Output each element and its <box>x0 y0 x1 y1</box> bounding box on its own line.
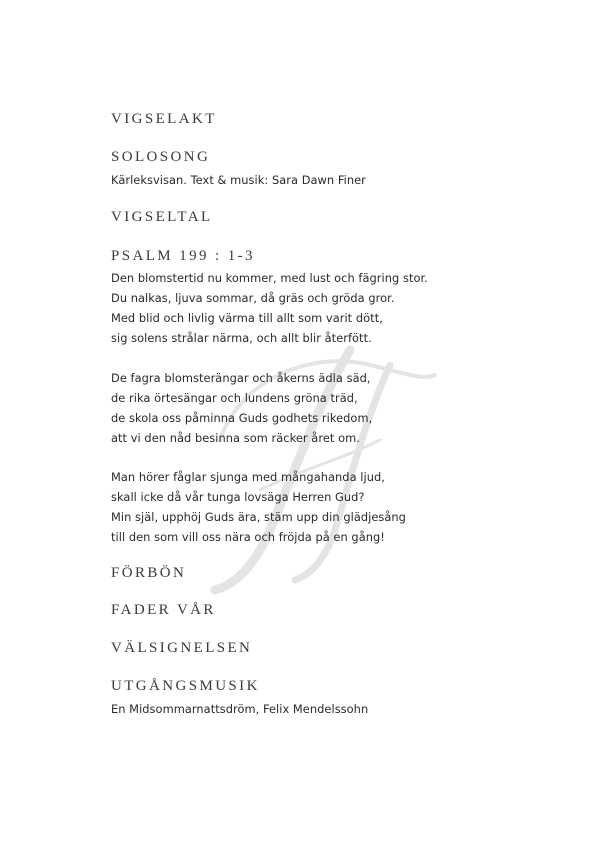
psalm-line: till den som vill oss nära och fröjda på en gång! <box>111 530 385 544</box>
psalm-line: skall icke då vår tunga lovsäga Herren Gud? <box>111 490 365 504</box>
section-heading-vigseltal: VIGSELTAL <box>111 209 213 225</box>
section-heading-fader-var: FADER VÅR <box>111 602 216 618</box>
psalm-line: sig solens strålar närma, och allt blir återfött. <box>111 331 372 345</box>
psalm-line: Min själ, upphöj Guds ära, stäm upp din glädjesång <box>111 510 406 524</box>
psalm-line: Med blid och livlig värma till allt som varit dött, <box>111 311 383 325</box>
solosong-subtitle: Kärleksvisan. Text & musik: Sara Dawn Finer <box>111 173 366 187</box>
monogram-watermark-icon <box>200 320 440 600</box>
section-heading-vigselakt: VIGSELAKT <box>111 111 217 127</box>
section-heading-utgangsmusik: UTGÅNGSMUSIK <box>111 678 260 694</box>
section-heading-psalm: PSALM 199 : 1-3 <box>111 248 255 264</box>
psalm-line: Man hörer fåglar sjunga med mångahanda ljud, <box>111 470 385 484</box>
section-heading-forbon: FÖRBÖN <box>111 565 187 581</box>
psalm-line: Den blomstertid nu kommer, med lust och fägring stor. <box>111 271 428 285</box>
psalm-line: att vi den nåd besinna som räcker året om. <box>111 431 360 445</box>
psalm-line: de rika örtesängar och lundens gröna träd, <box>111 391 358 405</box>
section-heading-valsignelsen: VÄLSIGNELSEN <box>111 640 253 656</box>
psalm-line: Du nalkas, ljuva sommar, då gräs och gröda gror. <box>111 291 395 305</box>
psalm-line: De fagra blomsterängar och åkerns ädla säd, <box>111 371 371 385</box>
utgangsmusik-subtitle: En Midsommarnattsdröm, Felix Mendelssohn <box>111 702 369 716</box>
psalm-line: de skola oss påminna Guds godhets rikedom, <box>111 411 373 425</box>
section-heading-solosong: SOLOSONG <box>111 149 211 165</box>
